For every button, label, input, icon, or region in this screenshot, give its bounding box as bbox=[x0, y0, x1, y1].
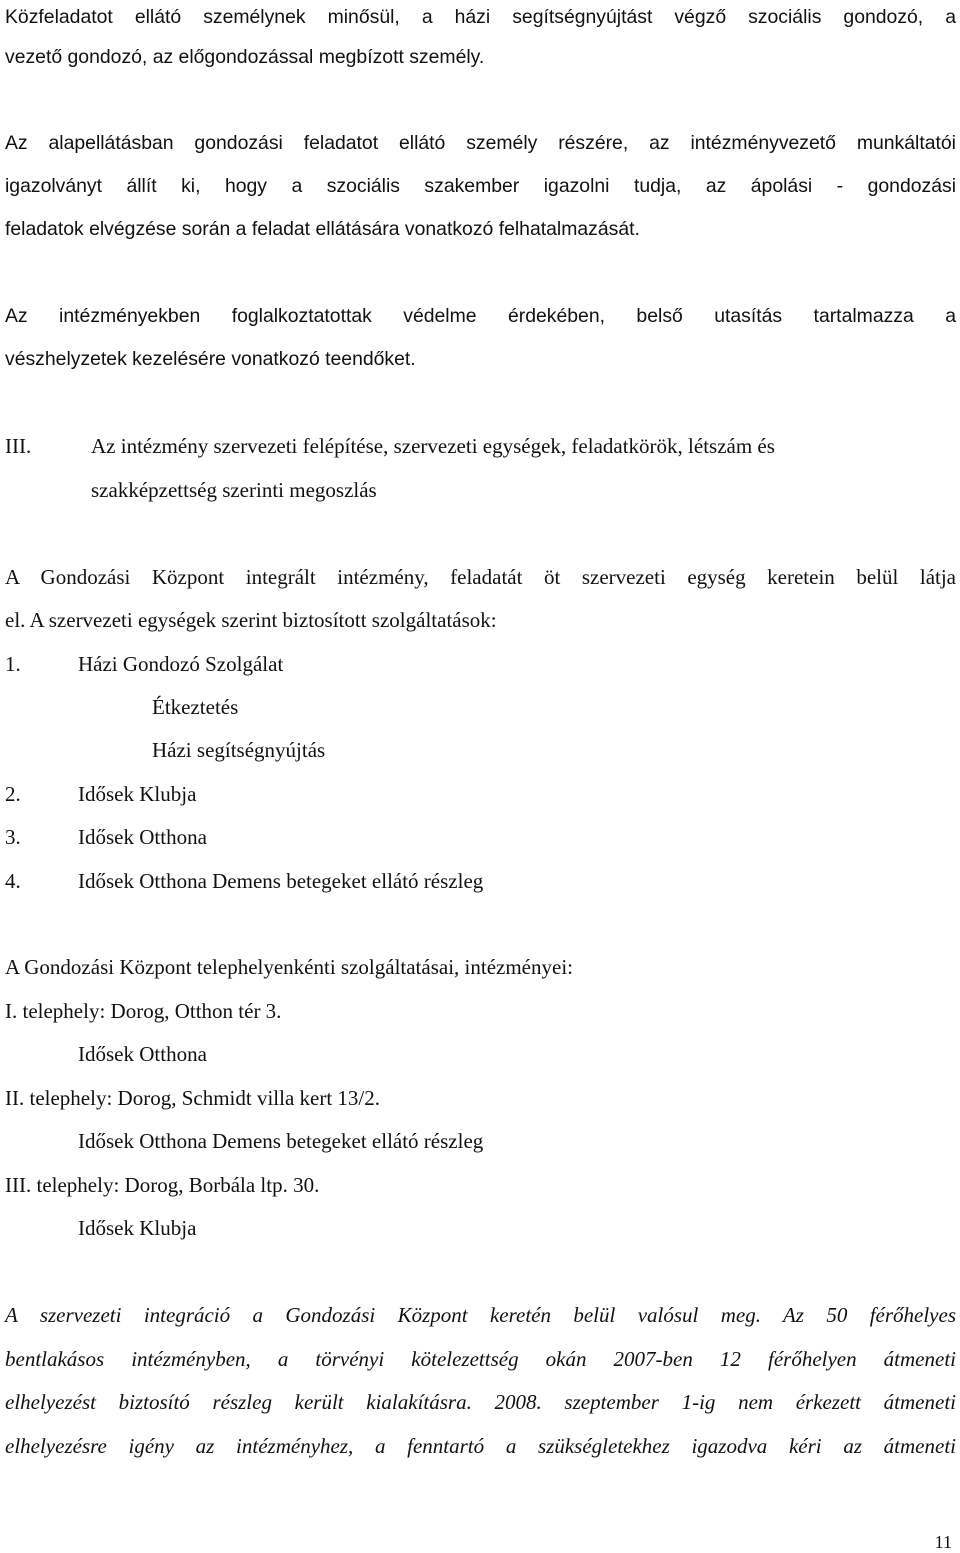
paragraph-5-line-3: elhelyezést biztosító részleg került kialakításra. 2008. szeptember 1-ig nem érkezett átmeneti bbox=[5, 1390, 956, 1414]
list-item: Idősek Otthona bbox=[78, 825, 207, 849]
paragraph-2-line-1: Az alapellátásban gondozási feladatot ellátó személy részére, az intézményvezető munkáltatói bbox=[5, 132, 956, 154]
list-item-number: 3. bbox=[5, 825, 21, 849]
list-sub-item: Étkeztetés bbox=[152, 695, 239, 719]
site-1-address: I. telephely: Dorog, Otthon tér 3. bbox=[5, 999, 282, 1023]
list-item: Házi Gondozó Szolgálat bbox=[78, 652, 284, 676]
sites-heading: A Gondozási Központ telephelyenkénti szolgáltatásai, intézményei: bbox=[5, 955, 573, 979]
list-item-number: 4. bbox=[5, 869, 21, 893]
section-number: III. bbox=[5, 434, 32, 458]
paragraph-2-line-3: feladatok elvégzése során a feladat ellátására vonatkozó felhatalmazását. bbox=[5, 218, 640, 240]
paragraph-1-line-1: Közfeladatot ellátó személynek minősül, a házi segítségnyújtást végző szociális gondozó, a bbox=[5, 6, 956, 28]
paragraph-5-line-4: elhelyezésre igény az intézményhez, a fenntartó a szükségletekhez igazodva kéri az átmeneti bbox=[5, 1434, 956, 1458]
section-title-line-1: Az intézmény szervezeti felépítése, szervezeti egységek, feladatkörök, létszám és bbox=[91, 434, 775, 458]
page-number: 11 bbox=[934, 1532, 952, 1552]
site-3-service: Idősek Klubja bbox=[78, 1216, 197, 1240]
site-1-service: Idősek Otthona bbox=[78, 1042, 207, 1066]
section-title-line-2: szakképzettség szerinti megoszlás bbox=[91, 478, 377, 502]
list-item-number: 2. bbox=[5, 782, 21, 806]
paragraph-3-line-1: Az intézményekben foglalkoztatottak védelme érdekében, belső utasítás tartalmazza a bbox=[5, 305, 956, 327]
list-sub-item: Házi segítségnyújtás bbox=[152, 738, 326, 762]
site-2-service: Idősek Otthona Demens betegeket ellátó részleg bbox=[78, 1129, 484, 1153]
paragraph-1-line-2: vezető gondozó, az előgondozással megbízott személy. bbox=[5, 46, 485, 68]
paragraph-2-line-2: igazolványt állít ki, hogy a szociális szakember igazolni tudja, az ápolási - gondozási bbox=[5, 175, 956, 197]
list-item: Idősek Otthona Demens betegeket ellátó részleg bbox=[78, 869, 484, 893]
site-3-address: III. telephely: Dorog, Borbála ltp. 30. bbox=[5, 1173, 320, 1197]
list-item-number: 1. bbox=[5, 652, 21, 676]
site-2-address: II. telephely: Dorog, Schmidt villa kert 13/2. bbox=[5, 1086, 381, 1110]
paragraph-4-line-1: A Gondozási Központ integrált intézmény, feladatát öt szervezeti egység keretein belül látja bbox=[5, 565, 956, 589]
paragraph-5-line-2: bentlakásos intézményben, a törvényi kötelezettség okán 2007-ben 12 férőhelyen átmeneti bbox=[5, 1347, 956, 1371]
paragraph-3-line-2: vészhelyzetek kezelésére vonatkozó teendőket. bbox=[5, 348, 416, 370]
paragraph-5-line-1: A szervezeti integráció a Gondozási Központ keretén belül valósul meg. Az 50 férőhelyes bbox=[5, 1303, 956, 1327]
paragraph-4-line-2: el. A szervezeti egységek szerint biztosított szolgáltatások: bbox=[5, 608, 497, 632]
list-item: Idősek Klubja bbox=[78, 782, 197, 806]
